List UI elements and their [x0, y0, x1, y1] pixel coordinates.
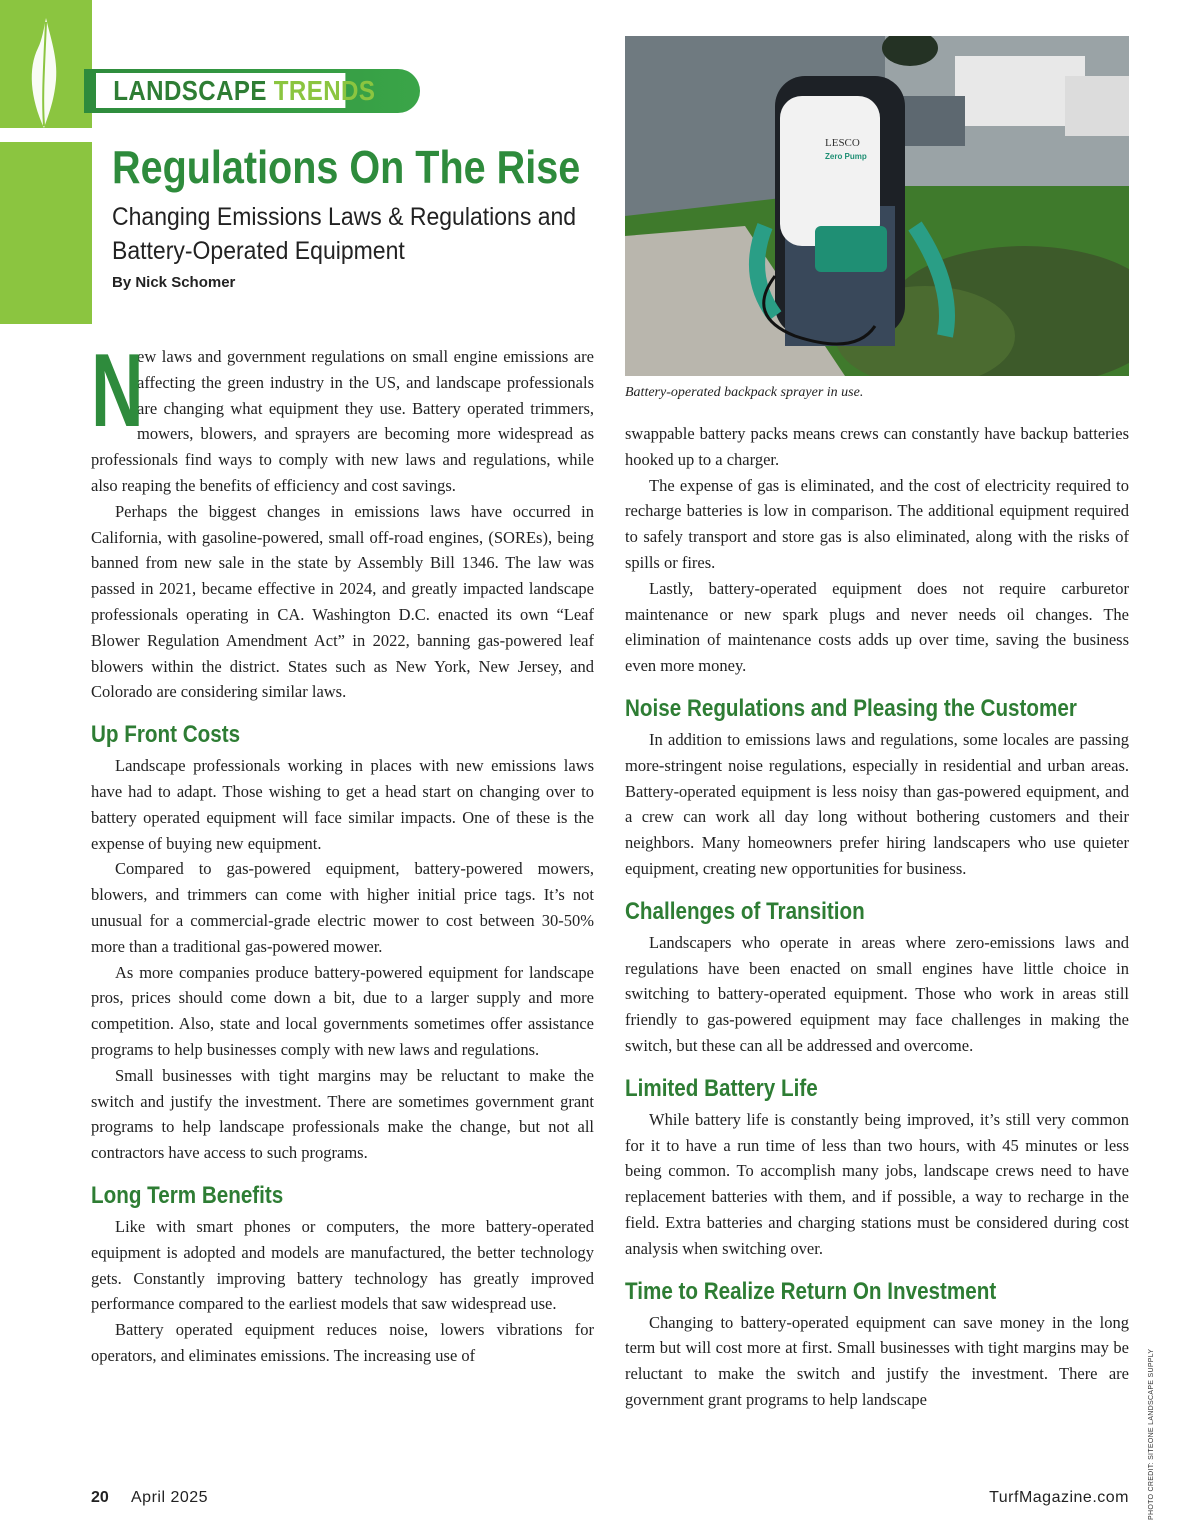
heading-noise-regulations: Noise Regulations and Pleasing the Customer — [625, 694, 1077, 722]
issue-date: April 2025 — [131, 1489, 209, 1506]
sprayer-model-text: Zero Pump — [825, 152, 867, 161]
body-paragraph: Landscape professionals working in places with new emissions laws have had to adapt. Those wishing to get a head start on changing over to battery operated equipment will face similar impacts. One of these is the expense of buying new equipment. — [91, 756, 594, 853]
left-column — [91, 333, 594, 1369]
heading-long-term-benefits: Long Term Benefits — [91, 1181, 284, 1209]
heading-return-on-investment: Time to Realize Return On Investment — [625, 1277, 997, 1305]
section-label-word2: TRENDS — [273, 74, 376, 106]
intro-text: ew laws and government regulations on small engine emissions are affecting the green industry in the US, and landscape professionals are changing what equipment they use. Battery operated trimmers, mowers, blowers, and sprayers are becoming more widespread as professionals find ways to comply with new laws and regulations, while also reaping the benefits of efficiency and cost savings. — [91, 347, 594, 495]
body-paragraph: In addition to emissions laws and regulations, some locales are passing more-stringent noise regulations, especially in residential and urban areas. Battery-operated equipment is less noisy than gas-powered equipment, and a crew can work all day long without bothering customers and their neighbors. Many homeowners prefer hiring landscapers who use quieter equipment, creating new opportunities for business. — [625, 729, 1129, 878]
body-paragraph: Battery operated equipment reduces noise, lowers vibrations for operators, and eliminates emissions. The increasing use of — [91, 1320, 594, 1365]
drop-cap: N — [91, 333, 144, 449]
heading-challenges-of-transition: Challenges of Transition — [625, 897, 865, 925]
article-title: Regulations On The Rise — [112, 141, 581, 193]
sprayer-photo-illustration — [625, 36, 1129, 376]
body-paragraph: swappable battery packs means crews can constantly have backup batteries hooked up to a charger. — [625, 424, 1129, 469]
right-column — [625, 421, 1129, 1413]
article-subtitle: Changing Emissions Laws & Regulations and Battery-Operated Equipment — [112, 203, 577, 265]
heading-up-front-costs: Up Front Costs — [91, 721, 241, 749]
left-green-block-bottom — [0, 142, 92, 324]
photo-caption: Battery-operated backpack sprayer in use. — [625, 385, 864, 400]
heading-limited-battery-life: Limited Battery Life — [625, 1074, 818, 1102]
page-number: 20 — [91, 1489, 109, 1506]
body-paragraph: Perhaps the biggest changes in emissions laws have occurred in California, with gasoline-powered, small off-road engines, (SOREs), being banned from new sale in the state by Assembly Bill 1346. The law was passed in 2021, became effective in 2024, and greatly impacted landscape professionals operating in CA. Washington D.C. enacted its own “Leaf Blower Regulation Amendment Act” in 2022, banning gas-powered leaf blowers within the district. States such as New York, New Jersey, and Colorado are considering similar laws. — [91, 501, 594, 702]
article-photo — [625, 36, 1129, 376]
photo-credit: PHOTO CREDIT: SITEONE LANDSCAPE SUPPLY — [1148, 1348, 1155, 1520]
intro-paragraph — [91, 333, 594, 499]
body-paragraph: Small businesses with tight margins may be reluctant to make the switch and justify the investment. There are sometimes government grant programs to help landscape professionals make the change, but not all contractors have access to such programs. — [91, 1065, 594, 1163]
site-url: TurfMagazine.com — [989, 1489, 1129, 1506]
leaf-icon — [24, 18, 64, 128]
body-paragraph: As more companies produce battery-powered equipment for landscape pros, prices should come down a bit, due to a larger supply and more competition. Also, state and local governments sometimes offer assistance programs to help businesses comply with new laws and regulations. — [91, 962, 594, 1059]
section-label — [96, 73, 376, 108]
byline: By Nick Schomer — [112, 274, 236, 291]
body-paragraph: Lastly, battery-operated equipment does not require carburetor maintenance or new spark plugs and never needs oil changes. The elimination of maintenance costs adds up over time, saving the business even more money. — [625, 578, 1129, 676]
sprayer-brand-text: LESCO — [825, 137, 860, 149]
body-paragraph: While battery life is constantly being improved, it’s still very common for it to have a run time of less than two hours, with 45 minutes or less being common. To accomplish many jobs, landscape crews need to have replacement batteries with them, and if possible, a way to recharge in the field. Extra batteries and charging stations must be considered during cost analysis when switching over. — [625, 1109, 1129, 1258]
body-paragraph: Like with smart phones or computers, the more battery-operated equipment is adopted and models are manufactured, the better technology gets. Constantly improving battery technology has greatly improved performance compared to the earliest models that saw widespread use. — [91, 1216, 594, 1314]
body-paragraph: Landscapers who operate in areas where zero-emissions laws and regulations have been enacted on small engines have little choice in switching to battery-operated equipment. Those who work in areas still friendly to gas-powered equipment may face challenges in making the switch, but these can all be addressed and overcome. — [625, 932, 1129, 1055]
body-paragraph: The expense of gas is eliminated, and the cost of electricity required to recharge batteries is low in comparison. The additional equipment required to safely transport and store gas is also eliminated, along with the risks of spills or fires. — [625, 475, 1129, 572]
body-paragraph: Compared to gas-powered equipment, battery-powered mowers, blowers, and trimmers can come with higher initial price tags. It’s not unusual for a commercial-grade electric mower to cost between 30-50% more than a traditional gas-powered mower. — [91, 859, 594, 956]
section-label-word1: LANDSCAPE — [113, 74, 267, 106]
body-paragraph: Changing to battery-operated equipment can save money in the long term but will cost more at first. Small businesses with tight margins may be reluctant to make the switch and justify the investment. There are government grant programs to help landscape — [625, 1312, 1129, 1409]
